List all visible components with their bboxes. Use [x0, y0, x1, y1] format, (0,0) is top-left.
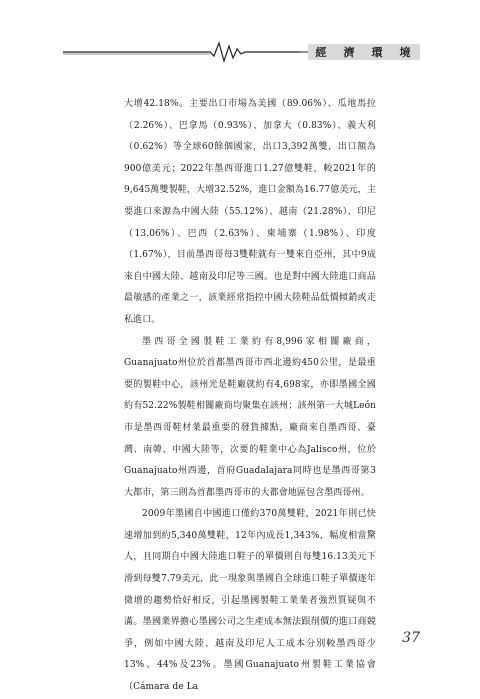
section-label-char: 環 [371, 46, 385, 59]
paragraph: 大增42.18%。主要出口市場為美國（89.06%）、瓜地馬拉（2.26%）、巴拿馬（0.93%）、加拿大（0.83%）、義大利（0.62%）等全球60餘個國家，出口3,392萬雙，出口額為900億美元；2022年墨西哥進口1.27億雙鞋，較2021年的9,645萬雙製鞋，大增32.52%，進口金額為16.77億美元，主要進口來源為中國大陸（55.12%）、越南（21.28%）、印尼（13.06%）、巴西（2.63%）、柬埔寨（1.98%）、印度（1.67%），目前墨西哥每3雙鞋就有一雙來自亞州，其中9成來自中國大陸、越南及印尼等三國。也是對中國大陸進口商品最敏感的產業之一，該業經常指控中國大陸鞋品低價傾銷或走私進口。 [124, 99, 376, 325]
paragraph: 墨西哥全國製鞋工業約有8,996家相關廠商，Guanajuato州位於首都墨西哥市西北邊約450公里，是最重要的製鞋中心，該州光是鞋廠就約有4,698家，亦即墨國全國約有52.22%製鞋相關廠商均聚集在該州；該州第一大城León市是墨西哥鞋材業最重要的發貨據點，廠商來自墨西哥、臺灣、南韓、中國大陸等，次要的鞋業中心為Jalisco州，位於Guanajuato州西邊，首府Guadalajara同時也是墨西哥第3大都市，第三則為首都墨西哥市的大都會地區包含墨西哥州。 [124, 336, 376, 498]
page-number: 37 [402, 630, 420, 646]
section-label-char: 經 [315, 46, 329, 59]
body-text [124, 94, 376, 699]
section-label [308, 44, 420, 60]
section-label-char: 境 [399, 46, 413, 59]
section-label-char: 濟 [343, 46, 357, 59]
paragraph: 2009年墨國自中國進口僅約370萬雙鞋，2021年則已快速增加到約5,340萬雙鞋，12年內成長1,343%，幅度相當驚人，且同期自中國大陸進口鞋子的單價則自每雙16.13美元下滑到每雙7.79美元，此一現象與墨國自全球進口鞋子單價逐年微增的趨勢恰好相反，引起墨國製鞋工業業者強烈質疑與不滿。墨國業界擔心墨國公司之生產成本無法跟削價的進口商競爭，例如中國大陸、越南及印尼人工成本分別較墨西哥少13%、44%及23%。墨國Guanajuato州製鞋工業協會（Cámara de La [124, 509, 376, 693]
